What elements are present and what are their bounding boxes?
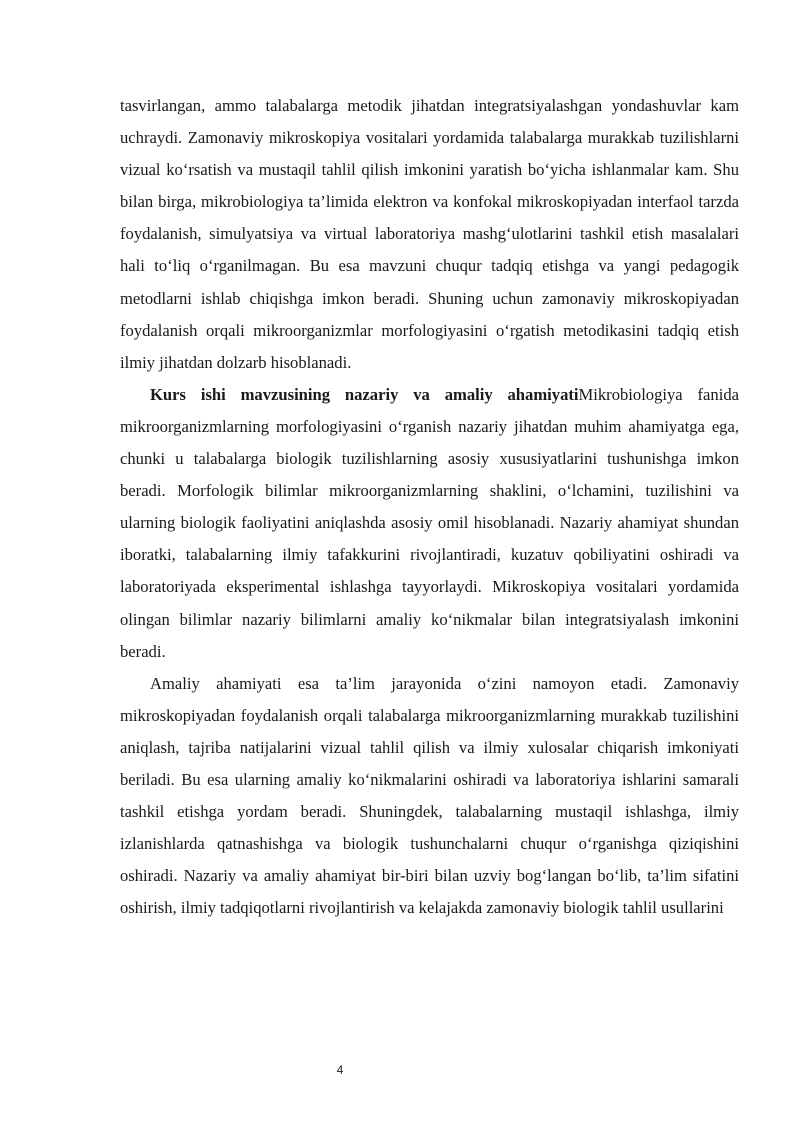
paragraph-practical: Amaliy ahamiyati esa ta’lim jarayonida o‘zini namoyon etadi. Zamonaviy mikroskopiyadan foydalanish orqali talabalarga mikroorganizmlarning murakkab tuzilishini aniqlash, tajriba natijalarini vizual tahlil qilish va ilmiy xulosalar chiqarish imkoniyati beriladi. Bu esa ularning amaliy ko‘nikmalarini oshiradi va laboratoriya ishlarini samarali tashkil etishga yordam beradi. Shuningdek, talabalarning mustaqil ishlashga, ilmiy izlanishlarda qatnashishga va biologik tushunchalarni chuqur o‘rganishga qiziqishini oshiradi. Nazariy va amaliy ahamiyat bir-biri bilan uzviy bog‘langan bo‘lib, ta’lim sifatini oshirish, ilmiy tadqiqotlarni rivojlantirish va kelajakda zamonaviy biologik tahlil usullarini [120, 673, 739, 918]
page-number: 4 [336, 1063, 344, 1077]
paragraph-significance-text: Mikrobiologiya fanida mikroorganizmlarning morfologiyasini o‘rganish nazariy jihatdan muhim ahamiyatga ega, chunki u talabalarga biologik tuzilishlarning asosiy xususiyatlarini tushunishga imkon beradi. Morfologik bilimlar mikroorganizmlarning shaklini, o‘lchamini, tuzilishini va ularning biologik faoliyatini aniqlashda asosiy omil hisoblanadi. Nazariy ahamiyat shundan iboratki, talabalarning ilmiy tafakkurini rivojlantiradi, kuzatuv qobiliyatini oshiradi va laboratoriyada eksperimental ishlashga tayyorlaydi. Mikroskopiya vositalari yordamida olingan bilimlar nazariy bilimlarni amaliy ko‘nikmalar bilan integratsiyalash imkonini beradi. [120, 384, 739, 661]
paragraph-significance [120, 379, 739, 668]
page-body [120, 90, 739, 924]
paragraph-continuation: tasvirlangan, ammo talabalarga metodik jihatdan integratsiyalashgan yondashuvlar kam uchraydi. Zamonaviy mikroskopiya vositalari yordamida talabalarga murakkab tuzilishlarni vizual ko‘rsatish va mustaqil tahlil qilish imkonini yaratish bo‘yicha ishlanmalar kam. Shu bilan birga, mikrobiologiya ta’limida elektron va konfokal mikroskopiyadan interfaol tarzda foydalanish, simulyatsiya va virtual laboratoriya mashg‘ulotlarini tashkil etish masalalari hali to‘liq o‘rganilmagan. Bu esa mavzuni chuqur tadqiq etishga va yangi pedagogik metodlarni ishlab chiqishga imkon beradi. Shuning uchun zamonaviy mikroskopiyadan foydalanish orqali mikroorganizmlar morfologiyasini o‘rgatish metodikasini tadqiq etish ilmiy jihatdan dolzarb hisoblanadi. [120, 96, 739, 372]
section-heading: Kurs ishi mavzusining nazariy va amaliy ahamiyati [150, 384, 579, 404]
